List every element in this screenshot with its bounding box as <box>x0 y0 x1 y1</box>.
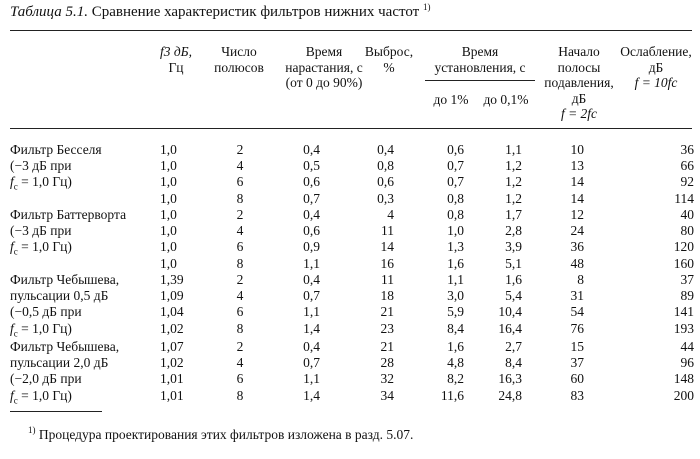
table-cell: 0,6 <box>303 174 320 190</box>
table-cell: 0,4 <box>303 272 320 287</box>
table-cell: 1,0 <box>160 207 177 222</box>
table-title <box>10 2 430 21</box>
table-cell: 8,4 <box>447 320 464 336</box>
table-cell: 1,4 <box>303 320 320 336</box>
table-cell: 1,39 <box>160 272 184 287</box>
table-cell: 6 <box>236 174 244 190</box>
table-cell: 54 <box>570 304 584 320</box>
table-cell: 37 <box>680 272 694 287</box>
row-label: Фильтр Баттерворта <box>10 207 127 222</box>
table-cell: 24 <box>570 223 584 239</box>
settle-subrule <box>425 80 535 81</box>
table-cell: 0,7 <box>303 190 320 206</box>
table-cell: 10 <box>570 142 584 157</box>
table-cell: 2,8 <box>505 223 522 239</box>
table-cell: 80 <box>680 223 694 239</box>
table-cell: 21 <box>380 304 394 320</box>
table-cell: 1,02 <box>160 320 184 336</box>
table-cell: 1,09 <box>160 288 184 304</box>
table-cell: 4 <box>236 223 244 239</box>
header-f3 <box>146 44 206 75</box>
table-cell: 193 <box>673 320 694 336</box>
table-cell: 4 <box>387 207 394 222</box>
table-cell: 1,1 <box>303 255 320 271</box>
table-cell: 1,0 <box>160 142 177 157</box>
table-cell: 15 <box>570 339 584 354</box>
table-cell: 1,2 <box>505 158 522 174</box>
header-f3-unit: Гц <box>168 59 184 75</box>
table-cell: 1,7 <box>505 207 522 222</box>
table-cell: 4,8 <box>447 355 464 371</box>
table-cell: 0,4 <box>303 142 320 157</box>
table-cell: 0,8 <box>447 190 464 206</box>
table-cell: 23 <box>380 320 394 336</box>
table-cell: 0,4 <box>303 207 320 222</box>
table-cell: 8 <box>236 320 244 336</box>
table-cell: 0,6 <box>447 142 464 157</box>
row-label: $f_c = 1,0$ Гц) <box>10 320 72 339</box>
table-cell: 28 <box>380 355 394 371</box>
table-cell: 5,9 <box>447 304 464 320</box>
footnote-text: Процедура проектирования этих фильтров изложена в разд. 5.07. <box>38 427 414 442</box>
row-label: (−2,0 дБ при <box>10 371 82 387</box>
table-cell: 6 <box>236 239 244 255</box>
table-cell: 5,1 <box>505 255 522 271</box>
table-cell: 0,7 <box>447 174 464 190</box>
table-cell: 8,2 <box>447 371 464 387</box>
header-settle-01: до 0,1% <box>483 92 529 107</box>
table-cell: 13 <box>570 158 584 174</box>
row-label: пульсации 0,5 дБ <box>10 288 109 304</box>
table-cell: 120 <box>673 239 694 255</box>
table-cell: 11,6 <box>440 387 464 403</box>
footnote-ref: 1) <box>422 2 431 12</box>
table-cell: 16 <box>380 255 394 271</box>
table-cell: 0,6 <box>377 174 394 190</box>
row-label: (−3 дБ при <box>10 158 72 174</box>
header-atten <box>615 44 697 91</box>
row-label: $f_c = 1,0$ Гц) <box>10 239 72 258</box>
table-cell: 1,6 <box>447 339 464 354</box>
table-cell: 37 <box>570 355 584 371</box>
table-cell: 5,4 <box>505 288 522 304</box>
table-cell: 14 <box>570 174 584 190</box>
table-cell: 4 <box>236 355 244 371</box>
table-cell: 8 <box>236 190 244 206</box>
table-cell: 114 <box>674 190 694 206</box>
table-cell: 2,7 <box>505 339 522 354</box>
table-cell: 1,01 <box>160 371 184 387</box>
table-cell: 40 <box>680 207 694 222</box>
table-cell: 0,9 <box>303 239 320 255</box>
table-cell: 148 <box>673 371 694 387</box>
table-cell: 36 <box>570 239 584 255</box>
table-cell: 1,0 <box>160 190 177 206</box>
row-label: Фильтр Бесселя <box>10 142 102 157</box>
table-cell: 160 <box>673 255 694 271</box>
table-cell: 0,8 <box>447 207 464 222</box>
table-cell: 0,4 <box>377 142 394 157</box>
table-cell: 0,7 <box>447 158 464 174</box>
table-cell: 1,0 <box>447 223 464 239</box>
table-cell: 11 <box>381 223 394 239</box>
row-label: Фильтр Чебышева, <box>10 272 120 287</box>
table-cell: 8,4 <box>505 355 522 371</box>
table-cell: 66 <box>680 158 694 174</box>
table-cell: 1,0 <box>160 223 177 239</box>
table-cell: 0,6 <box>303 223 320 239</box>
table-cell: 1,1 <box>505 142 522 157</box>
table-cell: 89 <box>680 288 694 304</box>
table-cell: 14 <box>570 190 584 206</box>
table-cell: 14 <box>380 239 394 255</box>
top-rule <box>10 30 692 31</box>
table-cell: 8 <box>577 272 584 287</box>
table-cell: 32 <box>380 371 394 387</box>
row-label: (−0,5 дБ при <box>10 304 82 320</box>
table-number: Таблица 5.1. <box>10 4 88 20</box>
table-cell: 8 <box>236 255 244 271</box>
table-cell: 1,2 <box>505 190 522 206</box>
row-label: (−3 дБ при <box>10 223 72 239</box>
row-label: пульсации 2,0 дБ <box>10 355 109 371</box>
table-cell: 34 <box>380 387 394 403</box>
table-cell: 1,1 <box>303 304 320 320</box>
table-cell: 4 <box>236 288 244 304</box>
header-stopband-text: Начало полосы подавления, дБ <box>544 44 614 106</box>
table-cell: 44 <box>680 339 694 354</box>
table-cell: 10,4 <box>498 304 522 320</box>
table-cell: 2 <box>236 272 244 287</box>
header-settle-1: до 1% <box>433 92 469 107</box>
table-cell: 96 <box>680 355 694 371</box>
footnote-mark: 1) <box>28 425 36 435</box>
table-cell: 200 <box>673 387 694 403</box>
table-cell: 2 <box>236 207 244 222</box>
row-label: $f_c = 1,0$ Гц) <box>10 174 72 193</box>
table-cell: 60 <box>570 371 584 387</box>
table-cell: 16,4 <box>498 320 522 336</box>
table-cell: 141 <box>673 304 694 320</box>
table-cell: 0,7 <box>303 288 320 304</box>
table-cell: 92 <box>680 174 694 190</box>
table-cell: 1,04 <box>160 304 184 320</box>
table-cell: 6 <box>236 304 244 320</box>
table-cell: 16,3 <box>498 371 522 387</box>
table-cell: 0,3 <box>377 190 394 206</box>
header-overshoot: Выброс, % <box>364 44 414 75</box>
table-cell: 1,6 <box>505 272 522 287</box>
table-cell: 12 <box>570 207 584 222</box>
table-cell: 3,9 <box>505 239 522 255</box>
table-cell: 1,3 <box>447 239 464 255</box>
table-cell: 0,5 <box>303 158 320 174</box>
table-cell: 1,4 <box>303 387 320 403</box>
table-cell: 1,0 <box>160 174 177 190</box>
table-caption: Сравнение характеристик фильтров нижних частот <box>91 4 420 20</box>
table-cell: 18 <box>380 288 394 304</box>
table-cell: 8 <box>236 387 244 403</box>
table-cell: 1,0 <box>160 239 177 255</box>
table-cell: 1,2 <box>505 174 522 190</box>
table-cell: 2 <box>236 339 244 354</box>
table-cell: 0,8 <box>377 158 394 174</box>
table-cell: 36 <box>680 142 694 157</box>
header-atten-f: f = 10fс <box>634 75 678 90</box>
footnote-rule <box>10 411 102 412</box>
table-cell: 4 <box>236 158 244 174</box>
header-poles: Число полюсов <box>214 44 264 75</box>
table-cell: 1,6 <box>447 255 464 271</box>
header-stopband <box>543 44 615 122</box>
header-f3-symbol: f3 дБ, <box>159 44 193 59</box>
header-settle: Время установления, с <box>434 44 526 75</box>
table-cell: 0,4 <box>303 339 320 354</box>
row-label: Фильтр Чебышева, <box>10 339 120 354</box>
table-cell: 1,0 <box>160 255 177 271</box>
table-cell: 1,1 <box>447 272 464 287</box>
header-atten-text: Ослабление, дБ <box>620 44 692 75</box>
table-cell: 1,07 <box>160 339 184 354</box>
table-cell: 31 <box>570 288 584 304</box>
table-cell: 1,0 <box>160 158 177 174</box>
table-cell: 1,02 <box>160 355 184 371</box>
table-cell: 83 <box>570 387 584 403</box>
row-label: $f_c = 1,0$ Гц) <box>10 387 72 406</box>
header-rise: Время нарастания, с (от 0 до 90%) <box>285 44 363 90</box>
table-cell: 21 <box>380 339 394 354</box>
table-cell: 48 <box>570 255 584 271</box>
table-cell: 1,01 <box>160 387 184 403</box>
table-cell: 2 <box>236 142 244 157</box>
table-cell: 1,1 <box>303 371 320 387</box>
table-cell: 24,8 <box>498 387 522 403</box>
header-stopband-f: f = 2fс <box>560 106 598 121</box>
table-cell: 0,7 <box>303 355 320 371</box>
table-cell: 11 <box>381 272 394 287</box>
table-cell: 3,0 <box>447 288 464 304</box>
header-rule <box>10 128 692 129</box>
table-cell: 76 <box>570 320 584 336</box>
table-cell: 6 <box>236 371 244 387</box>
footnote <box>28 425 413 443</box>
